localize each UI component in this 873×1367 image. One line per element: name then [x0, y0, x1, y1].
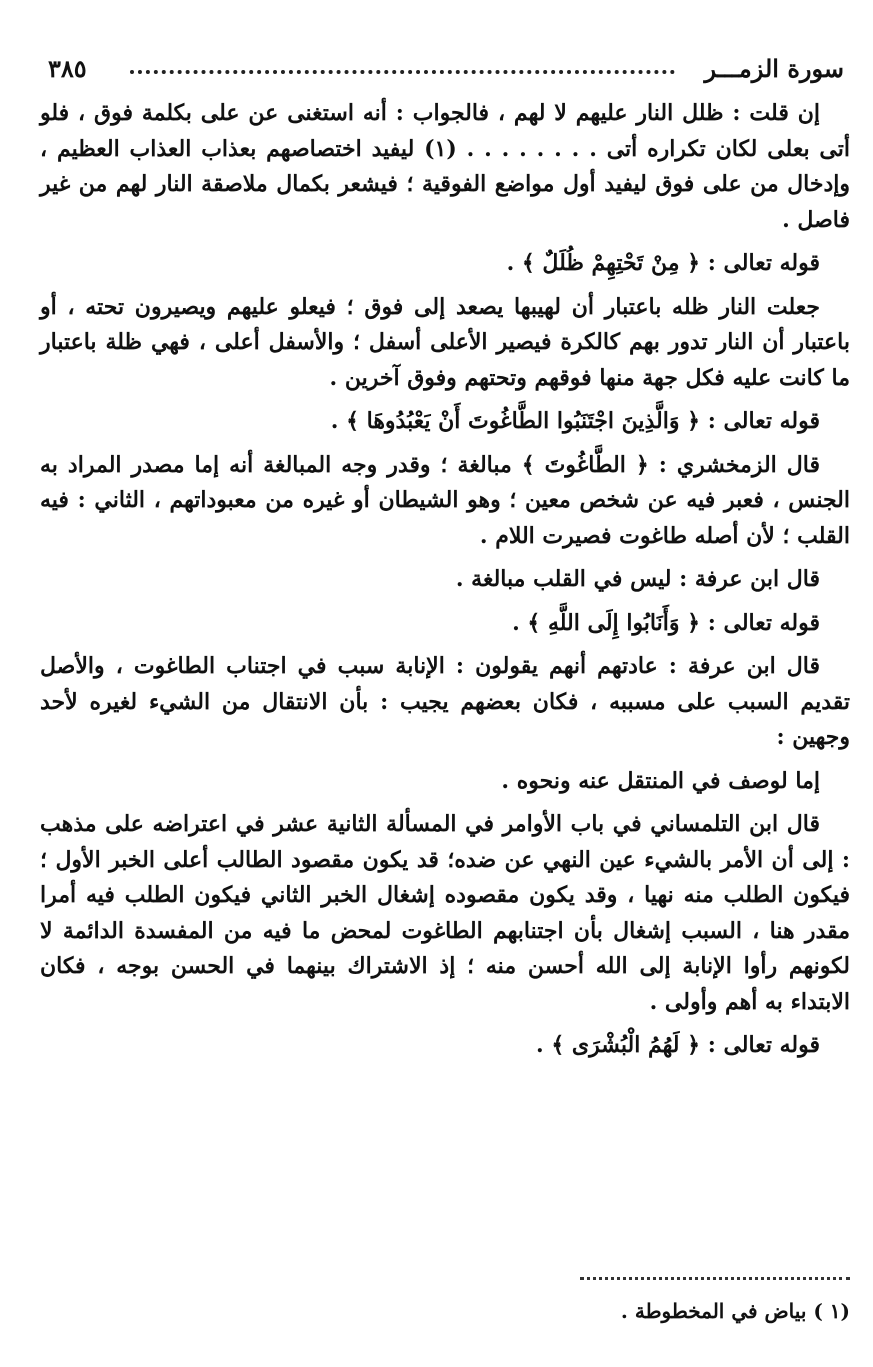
verse-heading: قوله تعالى : ﴿ وَأَنَابُوا إِلَى اللَّهِ ﴾ . — [512, 609, 820, 636]
paragraph: قال ابن عرفة : عادتهم أنهم يقولون : الإنابة سبب في اجتناب الطاغوت ، والأصل تقديم السبب على مسببه ، فكان بعضهم يجيب : بأن الانتقال من الشيء لغيره لأحد وجهين : — [40, 653, 850, 750]
document-page — [40, 52, 850, 1342]
page-number: ٣٨٥ — [48, 54, 87, 83]
verse-heading: قوله تعالى : ﴿ وَالَّذِينَ اجْتَنَبُوا الطَّاغُوتَ أَنْ يَعْبُدُوهَا ﴾ . — [330, 408, 820, 434]
header-dotted-rule — [130, 70, 675, 74]
paragraph: قال الزمخشري : ﴿ الطَّاغُوتَ ﴾ مبالغة ؛ وقدر وجه المبالغة أنه إما مصدر المراد به الجنس ، فعبر فيه عن شخص معين ؛ وهو الشيطان أو غيره من معبوداتهم ، الثاني : فيه القلب ؛ لأن أصله طاغوت فصيرت اللام . — [40, 451, 850, 549]
paragraph: إما لوصف في المنتقل عنه ونحوه . — [501, 767, 820, 794]
surah-title: سورة الزمـــر — [704, 54, 844, 83]
page-body — [40, 96, 850, 1064]
page-header — [40, 52, 850, 92]
paragraph: قال ابن التلمساني في باب الأوامر في المسألة الثانية عشر في اعتراضه على مذهب : إلى أن الأمر بالشيء عين النهي عن ضده؛ قد يكون مقصود الطالب أعلى الخبر الأول ؛ فيكون الطلب منه نهيا ، وقد يكون مقصوده إشغال الخبر الثاني فيكون الطلب فيه أمرا مقدر هنا ، السبب إشغال بأن اجتنابهم الطاغوت لمحض ما فيه من المفسدة الدائمة لا لكونهم رأوا الإنابة إلى الله أحسن منه ؛ إذ الاشتراك بينهما في الحسن بوجه ، فكان الابتداء به أهم وأولى . — [40, 811, 850, 1015]
footnote-separator — [580, 1277, 850, 1280]
verse-heading: قوله تعالى : ﴿ مِنْ تَحْتِهِمْ ظُلَلٌ ﴾ . — [506, 250, 820, 276]
verse-heading: قوله تعالى : ﴿ لَهُمُ الْبُشْرَى ﴾ . — [536, 1032, 820, 1058]
paragraph: إن قلت : ظلل النار عليهم لا لهم ، فالجواب : أنه استغنى عن على بكلمة فوق ، فلو أتى بعلى لكان تكراره أتى . . . . . . . . (١) ليفيد اختصاصهم بعذاب العذاب العظيم ، وإدخال من على فوق ليفيد أول مواضع الفوقية ؛ فيشعر بكمال ملاصقة النار لهم من غير فاصل . — [40, 100, 850, 233]
paragraph: قال ابن عرفة : ليس في القلب مبالغة . — [455, 566, 820, 592]
paragraph: جعلت النار ظله باعتبار أن لهيبها يصعد إلى فوق ؛ فيعلو عليهم ويصيرون تحته ، أو باعتبار أن النار تدور بهم كالكرة فيصير الأعلى أسفل ؛ والأسفل أعلى ، فهي ظلة باعتبار ما كانت عليه فكل جهة منها فوقهم وتحتهم وفوق آخرين . — [40, 293, 850, 391]
footnote: (١ ) بياض في المخطوطة . — [620, 1299, 850, 1323]
